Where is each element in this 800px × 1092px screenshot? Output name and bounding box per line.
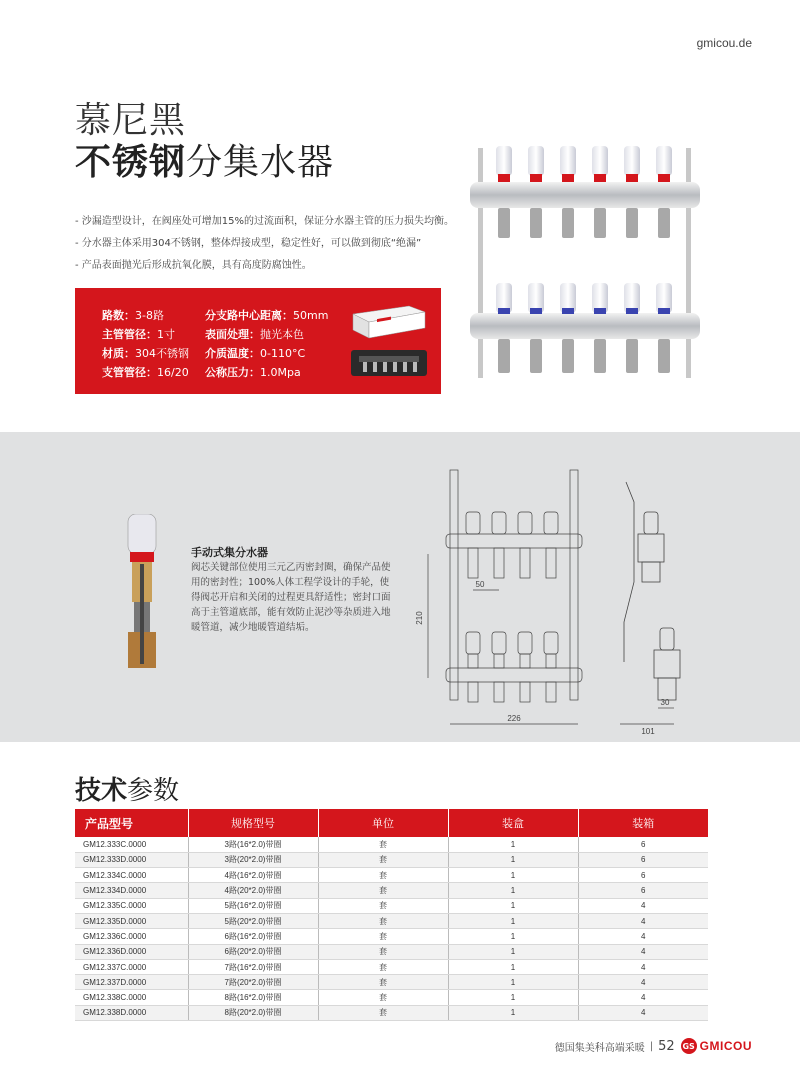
cell-carton: 4 (578, 913, 708, 928)
logo-mark-icon: GS (681, 1038, 697, 1054)
cell-box: 1 (448, 898, 578, 913)
cell-model: GM12.337C.0000 (75, 959, 188, 974)
cell-spec: 5路(16*2.0)带圈 (188, 898, 318, 913)
cell-model: GM12.334D.0000 (75, 883, 188, 898)
footer-tagline: 德国集美科高端采暖 (554, 1042, 645, 1054)
cell-model: GM12.335C.0000 (75, 898, 188, 913)
cell-spec: 3路(16*2.0)带圈 (188, 837, 318, 852)
spec-list-left (102, 306, 189, 382)
dim-101-label: 101 (641, 727, 655, 736)
spec-item (102, 344, 189, 363)
cell-unit: 套 (318, 959, 448, 974)
cell-box: 1 (448, 975, 578, 990)
cell-spec: 8路(20*2.0)带圈 (188, 1005, 318, 1020)
cell-unit: 套 (318, 837, 448, 852)
spec-item (102, 363, 189, 382)
technical-drawing (410, 462, 780, 742)
spec-value: 0-110°C (260, 347, 306, 360)
dim-30-label: 30 (660, 698, 670, 707)
col-header-spec: 规格型号 (188, 809, 318, 837)
cell-box: 1 (448, 1005, 578, 1020)
spec-label: 材质： (102, 347, 135, 360)
spec-item (205, 325, 328, 344)
cell-box: 1 (448, 944, 578, 959)
manual-section (0, 432, 800, 742)
spec-value: 抛光本色 (260, 328, 304, 341)
table-row (75, 883, 708, 898)
table-row (75, 898, 708, 913)
cell-carton: 6 (578, 883, 708, 898)
spec-value: 16/20 (157, 366, 189, 379)
table-header-row (75, 809, 708, 837)
bullet-item: - 沙漏造型设计，在阀座处可增加15%的过流面积，保证分水器主管的压力损失均衡。 (75, 216, 455, 227)
feature-bullets (75, 211, 475, 277)
cell-carton: 6 (578, 852, 708, 867)
cell-unit: 套 (318, 1005, 448, 1020)
spec-value: 304不锈钢 (135, 347, 189, 360)
spec-value: 1.0Mpa (260, 366, 301, 379)
foam-tray-image (349, 344, 429, 382)
cell-spec: 3路(20*2.0)带圈 (188, 852, 318, 867)
title-line1: 慕尼黑 (75, 100, 187, 141)
manual-title: 手动式集分水器 (191, 546, 268, 559)
col-header-carton: 装箱 (578, 809, 708, 837)
spec-item (205, 306, 328, 325)
header-domain[interactable]: gmicou.de (696, 36, 752, 50)
brand-logo (681, 1038, 752, 1054)
cell-spec: 4路(20*2.0)带圈 (188, 883, 318, 898)
spec-label: 表面处理： (205, 328, 260, 341)
cell-unit: 套 (318, 913, 448, 928)
spec-value: 50mm (293, 309, 329, 322)
spec-label: 支管管径： (102, 366, 157, 379)
table-row (75, 975, 708, 990)
cell-carton: 4 (578, 898, 708, 913)
cell-model: GM12.336D.0000 (75, 944, 188, 959)
table-row (75, 944, 708, 959)
cell-carton: 4 (578, 959, 708, 974)
col-header-unit: 单位 (318, 809, 448, 837)
cell-spec: 4路(16*2.0)带圈 (188, 868, 318, 883)
table-row (75, 929, 708, 944)
cell-unit: 套 (318, 975, 448, 990)
cell-spec: 7路(20*2.0)带圈 (188, 975, 318, 990)
spec-label: 公称压力： (205, 366, 260, 379)
spec-value: 1寸 (157, 328, 175, 341)
spec-value: 3-8路 (135, 309, 164, 322)
tech-params-title (75, 770, 179, 807)
spec-label: 路数： (102, 309, 135, 322)
cell-spec: 7路(16*2.0)带圈 (188, 959, 318, 974)
cell-box: 1 (448, 913, 578, 928)
cell-unit: 套 (318, 929, 448, 944)
footer-separator: | (649, 1040, 654, 1052)
manual-description: 阀芯关键部位使用三元乙丙密封圈，确保产品使用的密封性；100%人体工程学设计的手轮，使得阀芯开启和关闭的过程更具舒适性；密封口面高于主管道底部，能有效防止泥沙等杂质进入地暖管道，减少地暖管道结垢。 (191, 562, 391, 633)
table-row (75, 868, 708, 883)
cell-unit: 套 (318, 868, 448, 883)
tech-title-rest: 参数 (127, 776, 180, 806)
valve-cutaway-image (118, 514, 166, 674)
page-footer (555, 1038, 752, 1054)
cell-model: GM12.334C.0000 (75, 868, 188, 883)
cell-unit: 套 (318, 883, 448, 898)
spec-label: 分支路中心距离： (205, 309, 293, 322)
spec-item (102, 306, 189, 325)
bullet-item: - 产品表面抛光后形成抗氧化膜，具有高度防腐蚀性。 (75, 260, 312, 271)
manifold-product-image (460, 138, 710, 398)
cell-spec: 8路(16*2.0)带圈 (188, 990, 318, 1005)
title-line2 (75, 134, 334, 185)
table-row (75, 837, 708, 852)
spec-label: 介质温度： (205, 347, 260, 360)
cell-box: 1 (448, 852, 578, 867)
col-header-model: 产品型号 (75, 809, 188, 837)
spec-item (102, 325, 189, 344)
title-line2-bold: 不锈钢 (75, 142, 187, 183)
cell-box: 1 (448, 929, 578, 944)
logo-text: GMICOU (699, 1039, 752, 1053)
cell-unit: 套 (318, 898, 448, 913)
spec-label: 主管管径： (102, 328, 157, 341)
spec-item (205, 344, 328, 363)
cell-unit: 套 (318, 990, 448, 1005)
cell-box: 1 (448, 868, 578, 883)
cell-box: 1 (448, 990, 578, 1005)
spec-item (205, 363, 328, 382)
dim-226-label: 226 (507, 714, 521, 723)
cell-carton: 6 (578, 868, 708, 883)
cell-carton: 6 (578, 837, 708, 852)
params-table (75, 809, 708, 1021)
cell-carton: 4 (578, 944, 708, 959)
spec-list-right (205, 306, 328, 382)
cell-model: GM12.338D.0000 (75, 1005, 188, 1020)
cell-model: GM12.338C.0000 (75, 990, 188, 1005)
cell-carton: 4 (578, 990, 708, 1005)
cell-carton: 4 (578, 929, 708, 944)
bullet-item: - 分水器主体采用304不锈钢，整体焊接成型，稳定性好，可以做到彻底“绝漏” (75, 238, 422, 249)
col-header-box: 装盒 (448, 809, 578, 837)
table-row (75, 913, 708, 928)
dim-50-label: 50 (475, 580, 485, 589)
cell-unit: 套 (318, 852, 448, 867)
cell-model: GM12.333C.0000 (75, 837, 188, 852)
cell-box: 1 (448, 837, 578, 852)
cell-box: 1 (448, 883, 578, 898)
cell-model: GM12.335D.0000 (75, 913, 188, 928)
spec-box (75, 288, 441, 394)
cell-model: GM12.333D.0000 (75, 852, 188, 867)
cell-box: 1 (448, 959, 578, 974)
cell-spec: 5路(20*2.0)带圈 (188, 913, 318, 928)
table-row (75, 990, 708, 1005)
cell-carton: 4 (578, 975, 708, 990)
table-row (75, 1005, 708, 1020)
dim-210-label: 210 (415, 611, 424, 625)
cell-model: GM12.337D.0000 (75, 975, 188, 990)
page-number: 52 (658, 1038, 675, 1054)
cell-spec: 6路(16*2.0)带圈 (188, 929, 318, 944)
package-box-image (349, 300, 429, 340)
cell-spec: 6路(20*2.0)带圈 (188, 944, 318, 959)
table-row (75, 852, 708, 867)
cell-carton: 4 (578, 1005, 708, 1020)
title-line2-rest: 分集水器 (186, 142, 335, 183)
cell-unit: 套 (318, 944, 448, 959)
tech-title-bold: 技术 (75, 776, 128, 806)
table-row (75, 959, 708, 974)
cell-model: GM12.336C.0000 (75, 929, 188, 944)
